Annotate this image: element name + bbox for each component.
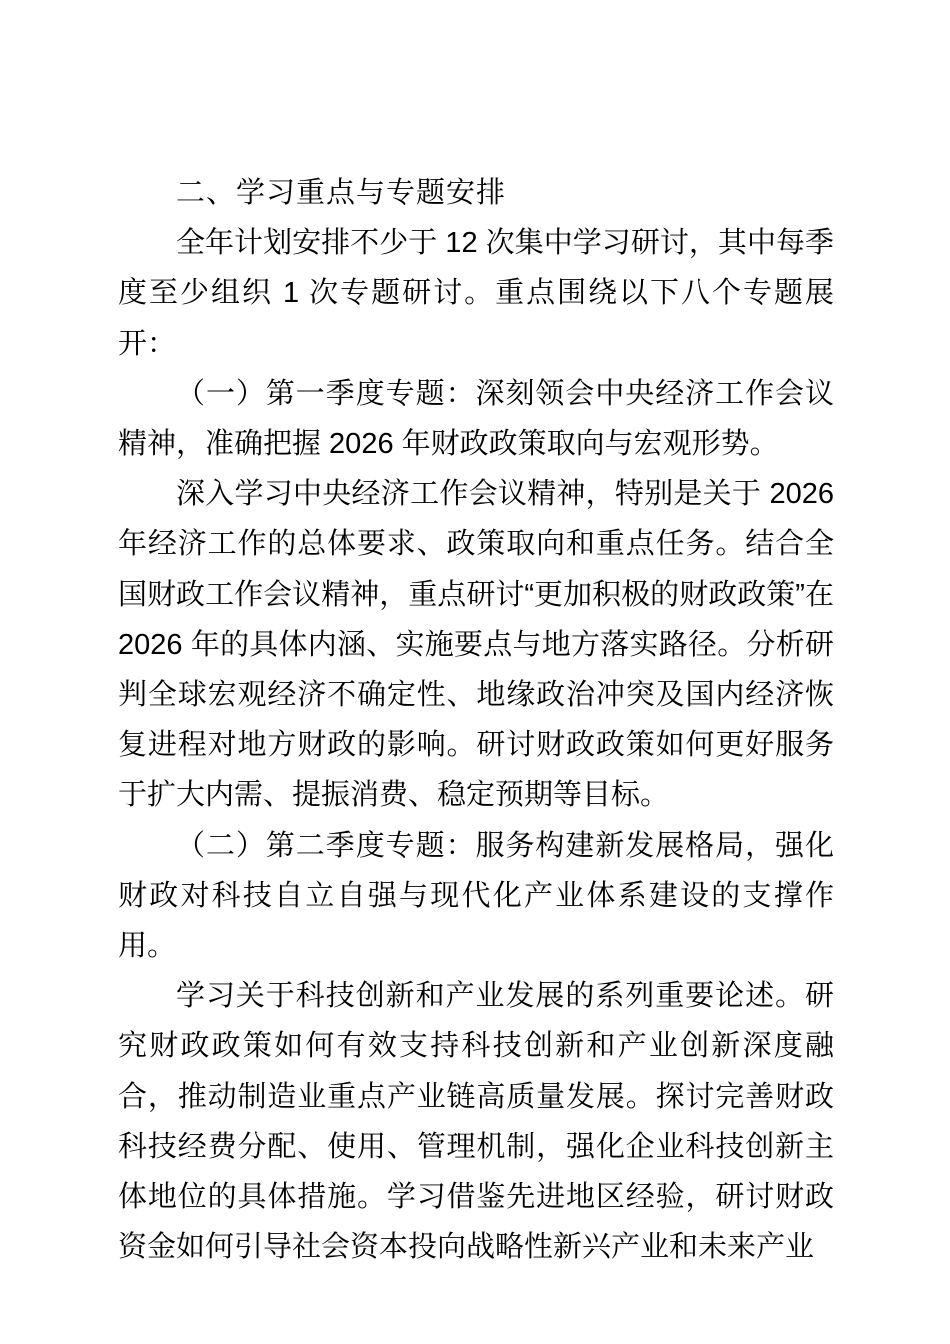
document-body (118, 168, 834, 1272)
paragraph-q2-topic-title: （二）第二季度专题：服务构建新发展格局，强化财政对科技自立自强与现代化产业体系建设的支撑作用。 (118, 829, 834, 963)
section-heading: 二、学习重点与专题安排 (176, 177, 507, 209)
paragraph-q1-topic-title: （一）第一季度专题：深刻领会中央经济工作会议精神，准确把握 2026 年财政政策取向与宏观形势。 (118, 377, 834, 461)
paragraph-annual-plan: 全年计划安排不少于 12 次集中学习研讨，其中每季度至少组织 1 次专题研讨。重点围绕以下八个专题展开： (118, 227, 834, 360)
paragraph-q1-topic-detail: 深入学习中央经济工作会议精神，特别是关于 2026 年经济工作的总体要求、政策取向和重点任务。结合全国财政工作会议精神，重点研讨“更加积极的财政政策”在 2026 年的具体内涵、实施要点与地方落实路径。分析研判全球宏观经济不确定性、地缘政治冲突及国内经济恢复进程对地方财政的影响。研讨财政政策如何更好服务于扩大内需、提振消费、稳定预期等目标。 (118, 478, 834, 812)
paragraph-q2-topic-detail: 学习关于科技创新和产业发展的系列重要论述。研究财政政策如何有效支持科技创新和产业创新深度融合，推动制造业重点产业链高质量发展。探讨完善财政科技经费分配、使用、管理机制，强化企业科技创新主体地位的具体措施。学习借鉴先进地区经验，研讨财政资金如何引导社会资本投向战略性新兴产业和未来产业 (118, 980, 834, 1264)
